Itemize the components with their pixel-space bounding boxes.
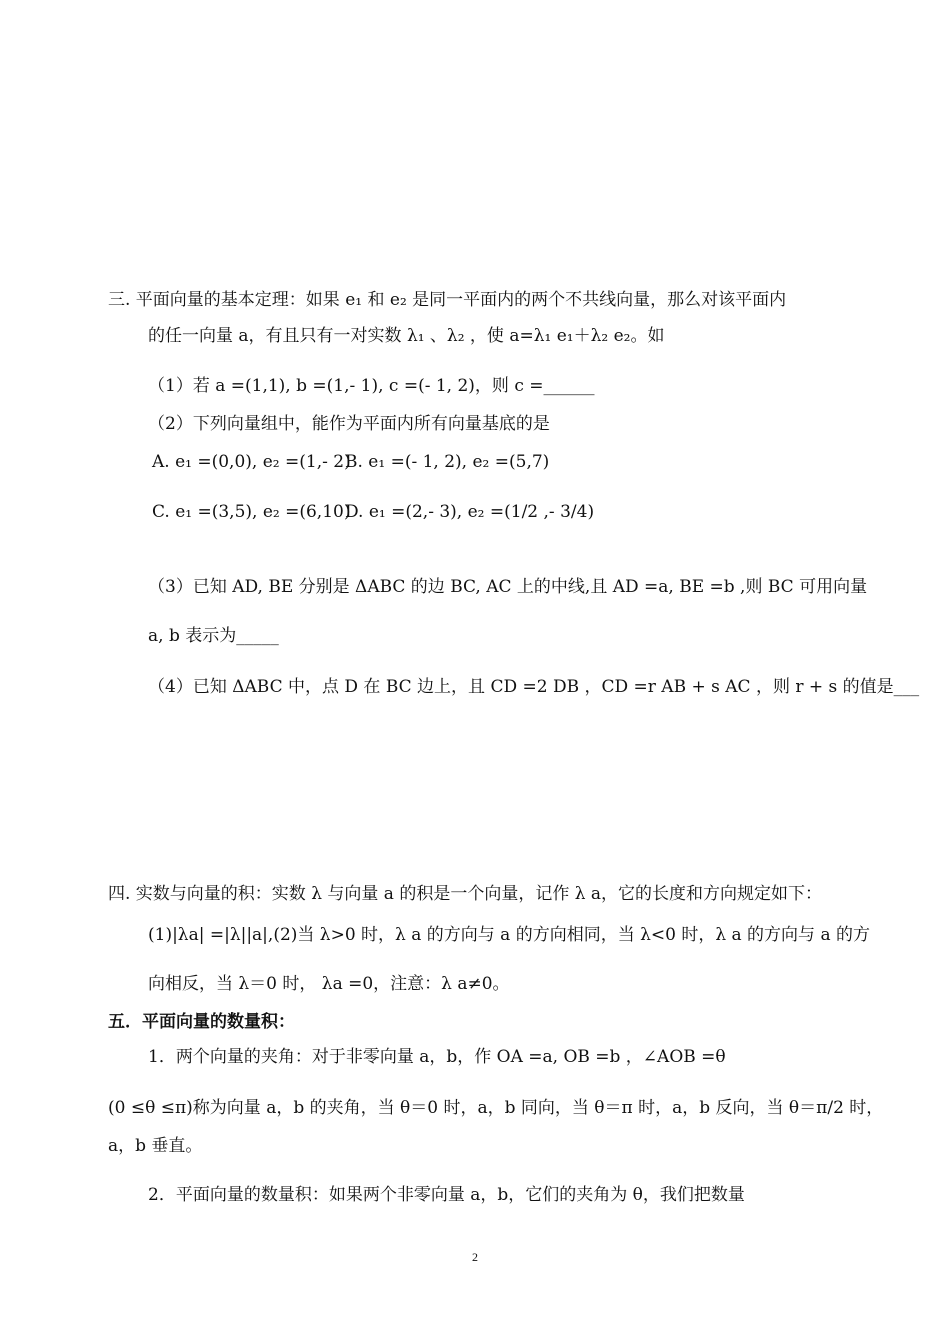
section-5-para-1-end: a，b 垂直。 [108, 1136, 203, 1156]
section-4-line-1: 四. 实数与向量的积：实数 λ 与向量 a 的积是一个向量，记作 λ a，它的长度和方向规定如下： [108, 884, 823, 904]
question-3: （3）已知 AD, BE 分别是 ΔABC 的边 BC, AC 上的中线,且 AD =a, BE =b ,则 BC 可用向量 [148, 577, 868, 597]
section-5-para-2: 2．平面向量的数量积：如果两个非零向量 a，b，它们的夹角为 θ，我们把数量 [148, 1185, 745, 1205]
question-3-answer: a, b 表示为_____ [148, 626, 279, 646]
option-b: B. e₁ =(- 1, 2), e₂ =(5,7) [345, 452, 550, 472]
question-4: （4）已知 ΔABC 中，点 D 在 BC 边上，且 CD =2 DB ，CD =r AB + s AC ，则 r + s 的值是___ [148, 677, 920, 697]
option-a: A. e₁ =(0,0), e₂ =(1,- 2) [152, 452, 351, 472]
section-4-line-2: (1)|λa| =|λ||a|,(2)当 λ>0 时，λ a 的方向与 a 的方向相同，当 λ<0 时，λ a 的方向与 a 的方 [148, 925, 871, 945]
section-5-para-1: 1．两个向量的夹角：对于非零向量 a，b，作 OA =a, OB =b ，∠AOB =θ [148, 1047, 726, 1067]
page-number: 2 [472, 1250, 478, 1264]
question-2: （2）下列向量组中，能作为平面内所有向量基底的是 [148, 414, 550, 434]
section-3-line-2: 的任一向量 a，有且只有一对实数 λ₁ 、λ₂ ，使 a=λ₁ e₁＋λ₂ e₂。如 [148, 326, 665, 346]
question-1: （1）若 a =(1,1), b =(1,- 1), c =(- 1, 2)，则 c =______ [148, 376, 595, 396]
option-c: C. e₁ =(3,5), e₂ =(6,10) [152, 502, 351, 522]
option-d: D. e₁ =(2,- 3), e₂ =(1/2 ,- 3/4) [345, 502, 595, 522]
section-3-line-1: 三. 平面向量的基本定理：如果 e₁ 和 e₂ 是同一平面内的两个不共线向量，那么对该平面内 [108, 290, 787, 310]
section-5-para-1-cont: (0 ≤θ ≤π)称为向量 a，b 的夹角，当 θ＝0 时，a，b 同向，当 θ＝π 时，a，b 反向，当 θ＝π/2 时， [108, 1098, 884, 1118]
section-4-line-3: 向相反，当 λ＝0 时， λa =0，注意：λ a≠0。 [148, 974, 510, 994]
section-5-title: 五．平面向量的数量积： [108, 1012, 295, 1032]
